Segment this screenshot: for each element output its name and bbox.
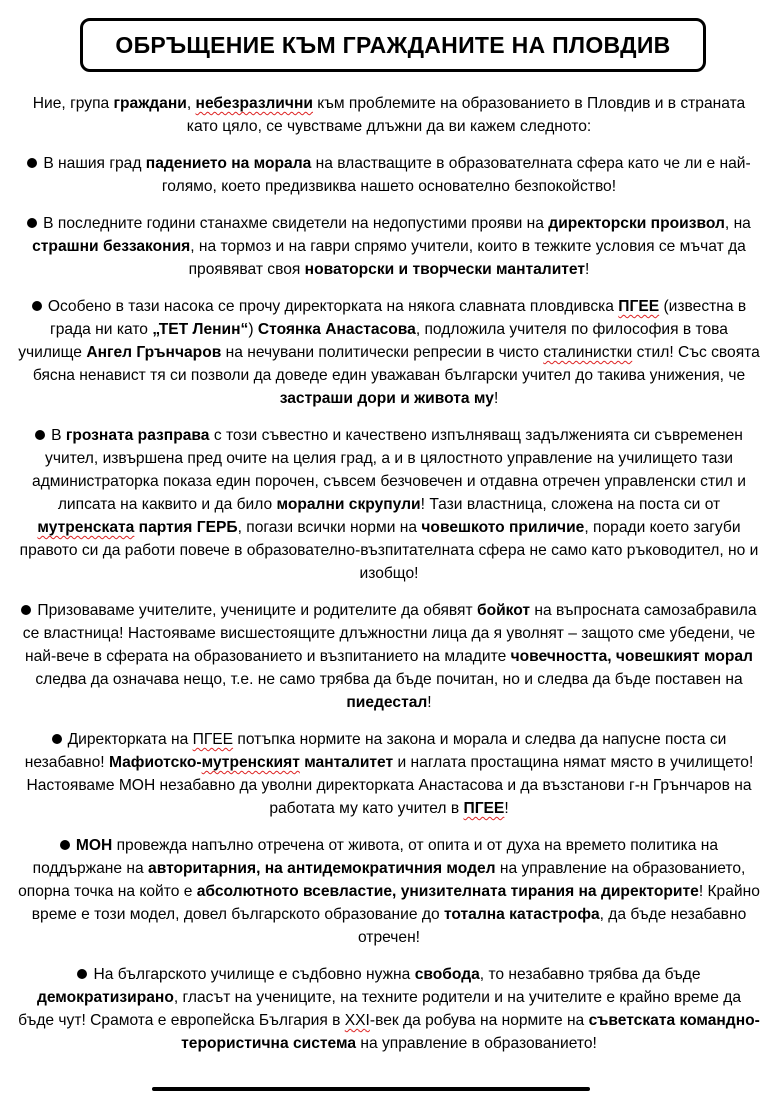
bold-run: небезразлични [195, 95, 313, 112]
bold-run: човечността, човешкият морал [510, 648, 753, 665]
text-run: ! [493, 390, 499, 407]
text-run: провежда напълно отречена от живота, от опита и от духа на времето политика на поддържане на [32, 837, 719, 877]
bold-run: бойкот [476, 602, 531, 619]
text-run: ! [427, 694, 432, 711]
bold-run: страшни беззакония [32, 238, 191, 255]
text-run: и наглата простащина нямат място в училището! Настояваме МОН незабавно да уволни директорката Анастасова и да възстанови г-н Грънчаров на работата му като учител в [26, 754, 754, 817]
text-run: ! [504, 800, 509, 817]
bold-run: мутренският [201, 754, 300, 771]
text-run: Призоваваме учителите, учениците и родителите да обявят [37, 602, 477, 619]
bold-run: Стоянка Анастасова [257, 321, 416, 338]
bold-run: застраши дори и живота му [279, 390, 494, 407]
bullet-icon [60, 840, 70, 850]
text-run: на управление на образованието, опорна точка на който е [18, 860, 746, 900]
text-run: Директорката на [67, 731, 193, 748]
text-run: ! Тази властница, сложена на поста си от [420, 496, 721, 513]
bold-run: съветската командно-терористична система [181, 1012, 760, 1052]
text-run: на властващите в образователната сфера като че ли е най-голямо, което предизвиква нашето основателно безпокойство! [161, 155, 751, 195]
bold-run: човешкото приличие [421, 519, 585, 536]
paragraph-3 [18, 295, 760, 410]
text-run: сталинистки [543, 344, 633, 361]
text-run: на управление в образованието! [356, 1035, 597, 1052]
paragraph-1 [18, 152, 760, 198]
bold-run: пиедестал [346, 694, 428, 711]
paragraph-6 [18, 728, 760, 820]
bold-run: директорски произвол [548, 215, 725, 232]
text-run: На българското училище е съдбовно нужна [93, 966, 415, 983]
bullet-icon [27, 218, 37, 228]
paragraph-5 [18, 599, 760, 714]
bold-run: грозната разправа [65, 427, 210, 444]
text-run: , гласът на учениците, на техните родители и на учителите е крайно време да бъде чут! Срамота е европейска България в [18, 989, 742, 1029]
text-run: В последните години станахме свидетели на недопустими прояви на [43, 215, 549, 232]
text-run: , на тормоз и на гаври спрямо учители, които в тежките условия се мъчат да проявяват своя [188, 238, 746, 278]
paragraph-8 [18, 963, 760, 1055]
text-run: потъпка нормите на закона и морала и следва да напусне поста си незабавно! [24, 731, 727, 771]
bold-run: падението на морала [145, 155, 312, 172]
bullet-icon [27, 158, 37, 168]
bold-run: тотална катастрофа [443, 906, 600, 923]
text-run: ) [248, 321, 258, 338]
text-run: , подложила учителя по философия в това училище [18, 321, 728, 361]
text-run: ! [585, 261, 590, 278]
text-run: стил! Със своята бясна ненавист тя си позволи да доведе един уважаван български учител до такива унижения, че [32, 344, 760, 384]
text-run: (известна в града ни като [50, 298, 747, 338]
bullet-icon [77, 969, 87, 979]
intro-paragraph [18, 92, 760, 138]
text-run: , поради което загуби правото си да работи повече в образователно-възпитателната сфера не само като ръководител, но и изобщо! [19, 519, 759, 582]
text-run: ПГЕЕ [192, 731, 234, 748]
bullet-icon [32, 301, 42, 311]
text-run: , погази всички норми на [237, 519, 422, 536]
paragraph-7 [18, 834, 760, 949]
bullet-icon [35, 430, 45, 440]
text-run: XXI [344, 1012, 370, 1029]
bold-run: новаторски и творчески манталитет [304, 261, 586, 278]
bold-run: партия ГЕРБ [138, 519, 238, 536]
bold-run: авторитарния, на антидемократичния модел [148, 860, 496, 877]
bold-run: Ангел Грънчаров [86, 344, 222, 361]
paragraph-4 [18, 424, 760, 585]
bold-run: граждани [113, 95, 187, 112]
bold-run: ПГЕЕ [618, 298, 660, 315]
document-body [18, 92, 760, 1069]
text-run: към проблемите на образованието в Пловдив и в страната като цяло, се чувстваме длъжни да ви кажем следното: [186, 95, 746, 135]
bold-run: свобода [414, 966, 480, 983]
text-run: следва да означава нещо, т.е. не само трябва да бъде почитан, но и следва да бъде поставен на [35, 671, 743, 688]
bold-run: манталитет [299, 754, 394, 771]
text-run: на въпросната самозабравила се властница! Настояваме висшестоящите длъжностни лица да я уволнят – защото сме убедени, че най-вече в сферата на образованието и възпитанието на младите [22, 602, 757, 665]
bold-run: морални скрупули [276, 496, 421, 513]
bold-run: ПГЕЕ [463, 800, 505, 817]
bold-run: мутренската [37, 519, 135, 536]
text-run: Особено в тази насока се прочу директорката на някога славната пловдивска [47, 298, 619, 315]
bold-run: „ТЕТ Ленин“ [152, 321, 249, 338]
text-run: ! Крайно време е този модел, довел българското образование до [31, 883, 760, 923]
bold-run: демократизирано [36, 989, 174, 1006]
text-run: -век да робува на нормите на [369, 1012, 589, 1029]
text-run: В нашия град [43, 155, 146, 172]
text-run: В [51, 427, 66, 444]
text-run: с този съвестно и качествено изпълняващ задълженията си съвременен учител, извършена пред очите на целия град, а и в цялостното управление на училището тази администраторка показа един порочен, съвсем безчовечен и отдавна отречен управленски стил и липсата на каквито и да било [32, 427, 746, 513]
document-title: ОБРЪЩЕНИЕ КЪМ ГРАЖДАНИТЕ НА ПЛОВДИВ [115, 31, 671, 58]
paragraph-2 [18, 212, 760, 281]
text-run: на нечувани политически репресии в чисто [221, 344, 544, 361]
title-box [80, 18, 706, 72]
text-run: , то незабавно трябва да бъде [479, 966, 701, 983]
bottom-divider [152, 1087, 590, 1091]
text-run: , на [724, 215, 751, 232]
text-run: Ние, група [32, 95, 114, 112]
bold-run: МОН [75, 837, 113, 854]
bold-run: Мафиотско- [108, 754, 202, 771]
bold-run: абсолютното всевластие, унизителната тирания на директорите [196, 883, 699, 900]
text-run: , [186, 95, 196, 112]
bullet-icon [52, 734, 62, 744]
bullet-icon [21, 605, 31, 615]
text-run: , да бъде незабавно отречен! [357, 906, 747, 946]
